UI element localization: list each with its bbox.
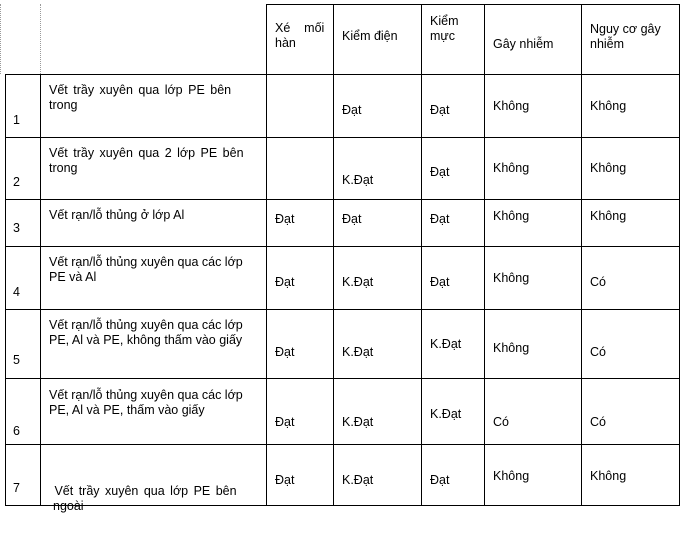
- row-3-number: 3: [13, 221, 20, 235]
- row-4-kiem-dien: K.Đạt: [342, 275, 374, 289]
- row-5-nguy-co: Có: [590, 345, 606, 359]
- row-3-nguy-co: Không: [590, 209, 627, 223]
- row-2-description: Vết trầy xuyên qua 2 lớp PE bên trong: [49, 146, 244, 175]
- row-3-kiem-muc: Đạt: [430, 212, 450, 226]
- header-nguy-co-gay-nhiem: Nguy cơ gây nhiễm: [590, 22, 661, 51]
- row-6-xe-moi-han: Đạt: [275, 415, 295, 429]
- row-divider: [5, 378, 680, 379]
- row-1-nguy-co: Không: [590, 99, 627, 113]
- row-divider: [5, 246, 680, 247]
- row-2-kiem-muc: Đạt: [430, 165, 450, 179]
- header-dotted-border-mid: [40, 4, 41, 74]
- row-1-gay-nhiem: Không: [493, 99, 530, 113]
- col-border: [421, 4, 422, 506]
- row-3-kiem-dien: Đạt: [342, 212, 362, 226]
- row-3-xe-moi-han: Đạt: [275, 212, 295, 226]
- row-4-number: 4: [13, 285, 20, 299]
- row-2-gay-nhiem: Không: [493, 161, 530, 175]
- row-5-description: Vết rạn/lỗ thủng xuyên qua các lớp PE, Al và PE, không thấm vào giấy: [49, 318, 243, 347]
- row-4-xe-moi-han: Đạt: [275, 275, 295, 289]
- row-7-kiem-muc: Đạt: [430, 473, 450, 487]
- col-border: [581, 4, 582, 506]
- row-4-nguy-co: Có: [590, 275, 606, 289]
- row-4-kiem-muc: Đạt: [430, 275, 450, 289]
- row-5-xe-moi-han: Đạt: [275, 345, 295, 359]
- col-border: [40, 74, 41, 506]
- row-2-number: 2: [13, 175, 20, 189]
- row-divider: [5, 137, 680, 138]
- header-kiem-muc: Kiểm mực: [430, 14, 459, 43]
- row-2-kiem-dien: K.Đạt: [342, 173, 374, 187]
- row-1-number: 1: [13, 113, 20, 127]
- row-7-nguy-co: Không: [590, 469, 627, 483]
- row-3-gay-nhiem: Không: [493, 209, 530, 223]
- col-border: [266, 4, 267, 506]
- col-border: [5, 74, 6, 506]
- col-border: [333, 4, 334, 506]
- row-4-gay-nhiem: Không: [493, 271, 530, 285]
- row-3-description: Vết rạn/lỗ thủng ở lớp Al: [49, 208, 185, 222]
- row-6-number: 6: [13, 424, 20, 438]
- row-7-number: 7: [13, 481, 20, 495]
- row-5-number: 5: [13, 353, 20, 367]
- header-kiem-dien: Kiểm điện: [342, 29, 398, 43]
- row-1-kiem-dien: Đạt: [342, 103, 362, 117]
- table-border-right: [679, 4, 680, 506]
- table-border-top: [266, 4, 680, 5]
- row-divider: [5, 309, 680, 310]
- row-1-description: Vết trầy xuyên qua lớp PE bên trong: [49, 83, 232, 112]
- row-6-kiem-muc: K.Đạt: [430, 407, 462, 421]
- row-6-nguy-co: Có: [590, 415, 606, 429]
- header-gay-nhiem: Gây nhiễm: [493, 37, 554, 51]
- row-5-kiem-muc: K.Đạt: [430, 337, 462, 351]
- header-xe-moi-han: Xé mối hàn: [275, 21, 325, 50]
- row-6-gay-nhiem: Có: [493, 415, 509, 429]
- col-border: [484, 4, 485, 506]
- header-dotted-border-left: [0, 4, 1, 74]
- row-5-kiem-dien: K.Đạt: [342, 345, 374, 359]
- row-7-gay-nhiem: Không: [493, 469, 530, 483]
- row-7-kiem-dien: K.Đạt: [342, 473, 374, 487]
- row-6-description: Vết rạn/lỗ thủng xuyên qua các lớp PE, Al và PE, thấm vào giấy: [49, 388, 243, 417]
- row-4-description: Vết rạn/lỗ thủng xuyên qua các lớp PE và Al: [49, 255, 243, 284]
- row-divider: [5, 74, 680, 75]
- row-6-kiem-dien: K.Đạt: [342, 415, 374, 429]
- row-1-kiem-muc: Đạt: [430, 103, 450, 117]
- row-divider: [5, 199, 680, 200]
- row-7-xe-moi-han: Đạt: [275, 473, 295, 487]
- row-2-nguy-co: Không: [590, 161, 627, 175]
- row-7-description: Vết trầy xuyên qua lớp PE bên ngoài: [49, 484, 237, 513]
- row-5-gay-nhiem: Không: [493, 341, 530, 355]
- row-divider: [5, 444, 680, 445]
